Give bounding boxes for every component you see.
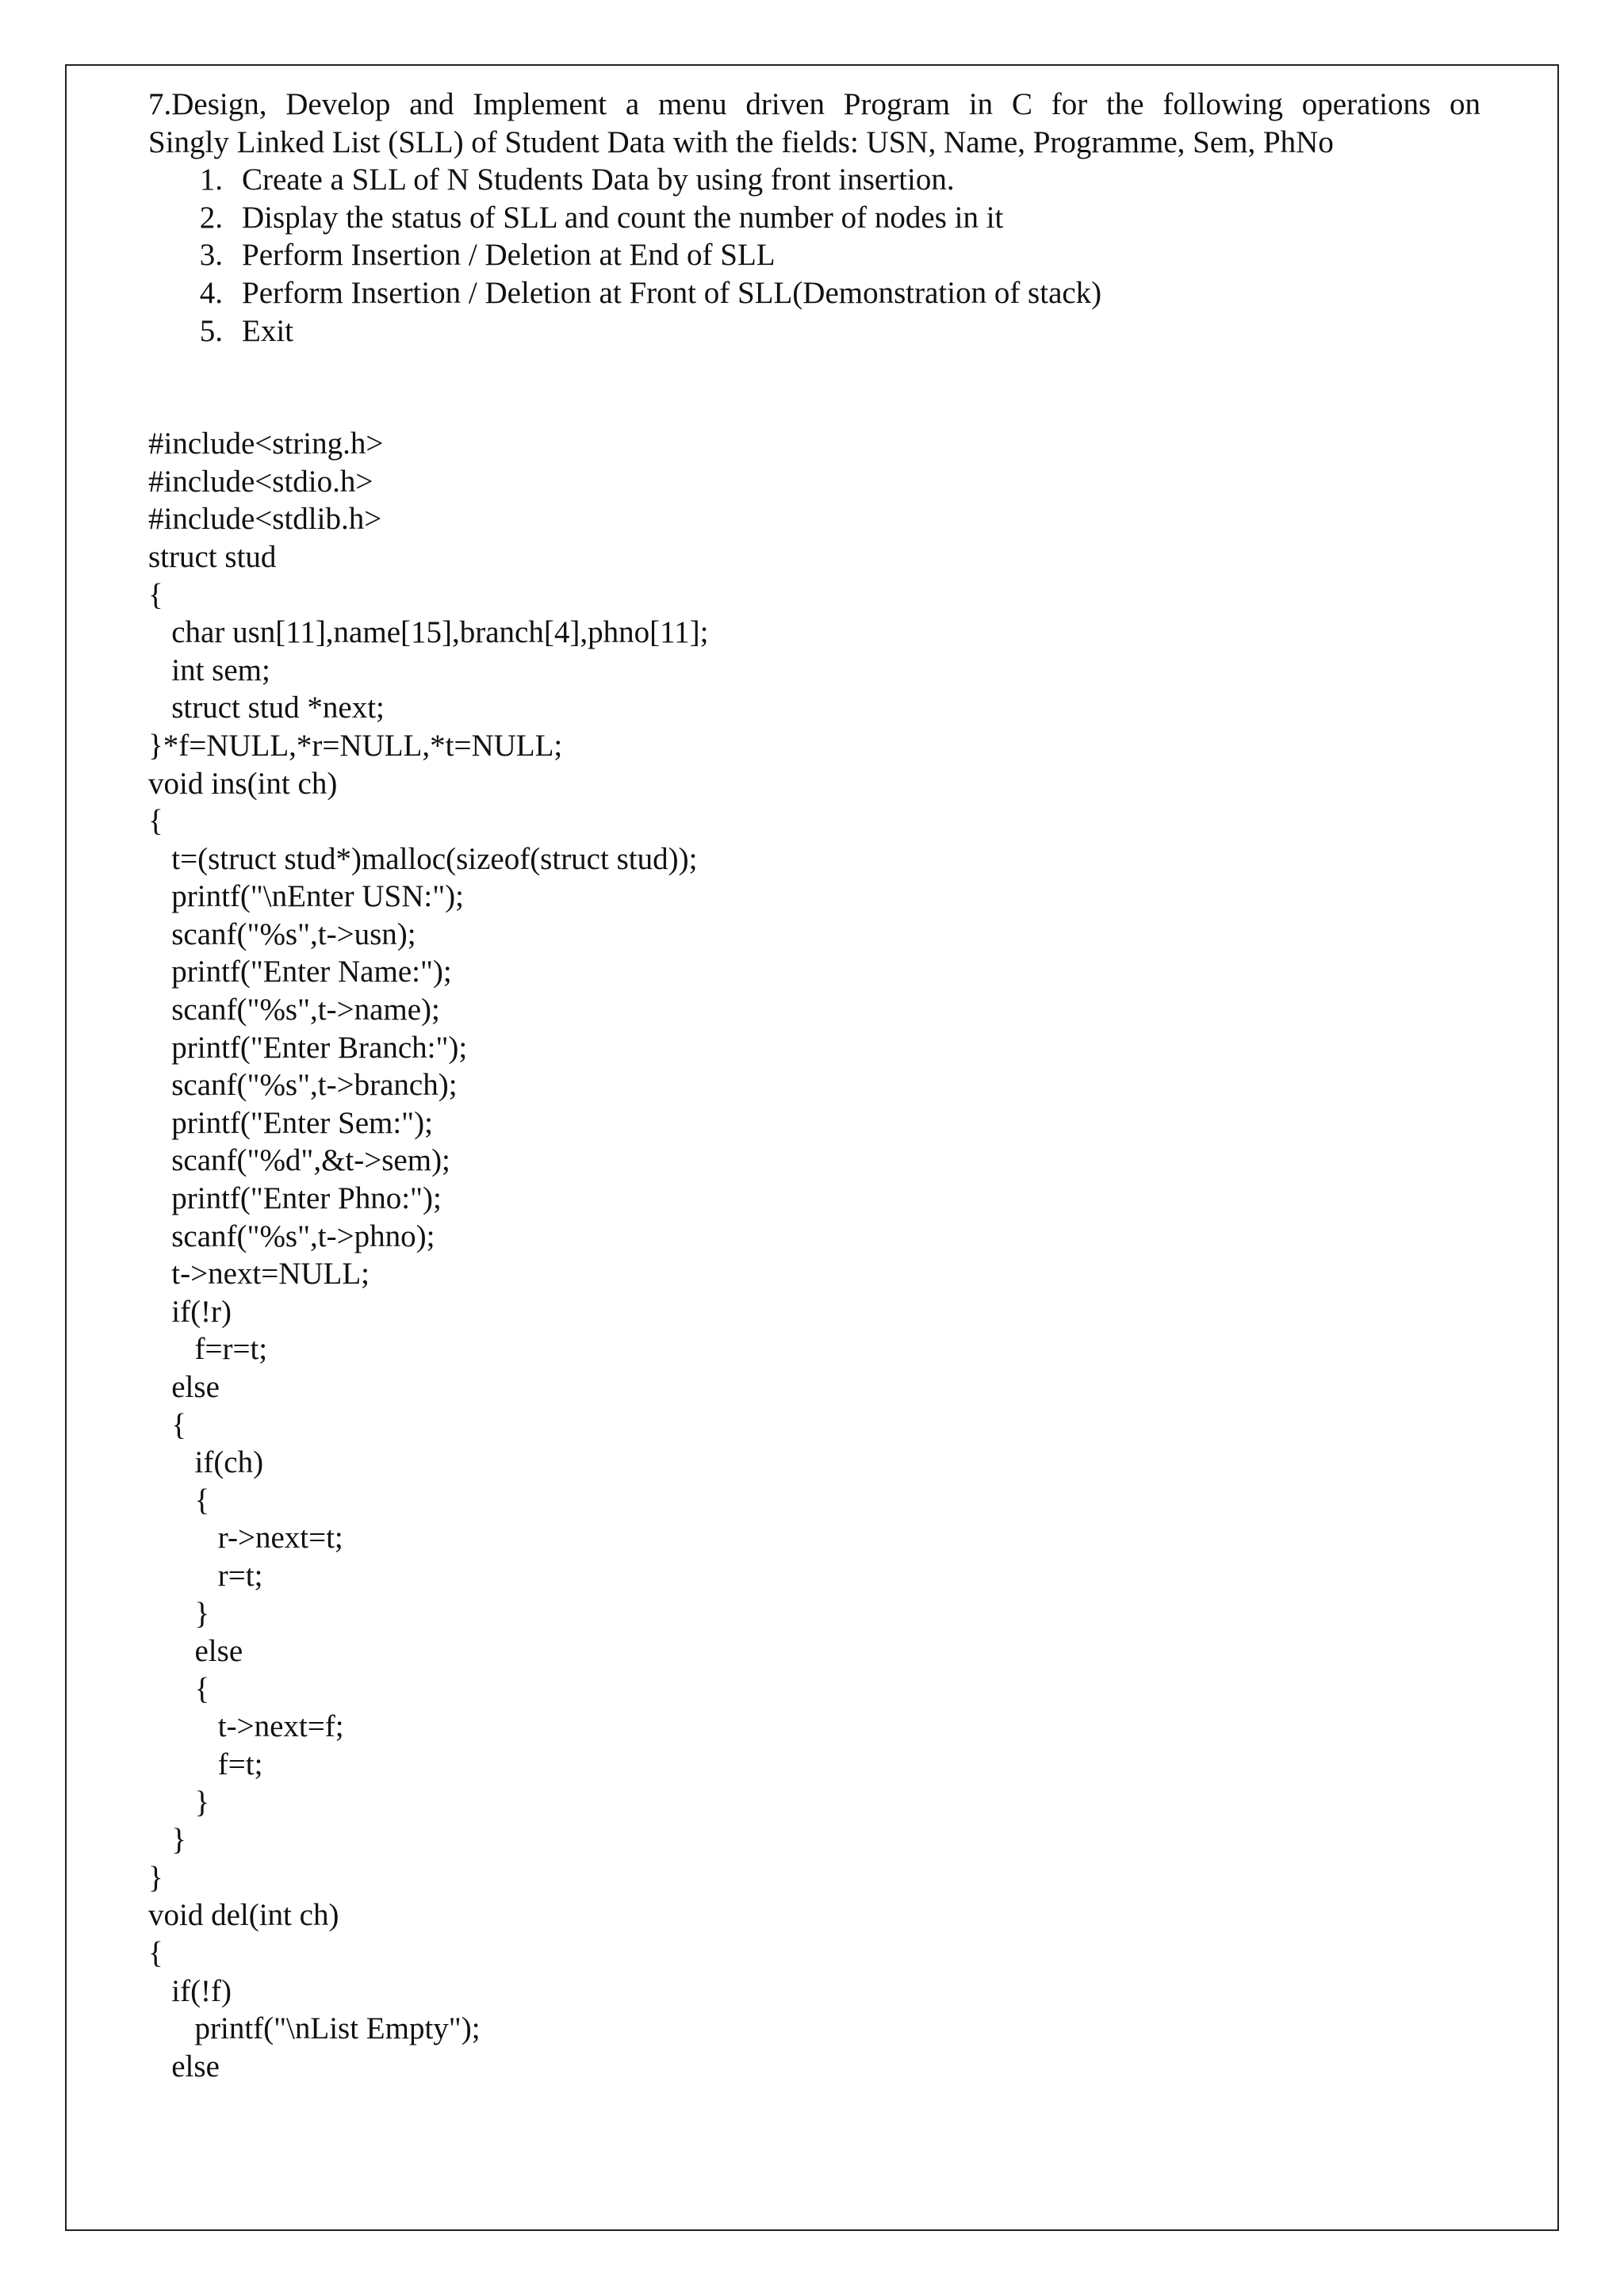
list-item-text: Display the status of SLL and count the number of nodes in it (242, 200, 1004, 235)
code-line: { (148, 577, 163, 612)
list-item (148, 236, 1480, 274)
code-line: } (148, 1823, 186, 1858)
list-item (148, 274, 1480, 312)
operations-list (148, 161, 1480, 350)
question-heading-line-2: Singly Linked List (SLL) of Student Data with the fields: USN, Name, Programme, Sem, PhNo (148, 124, 1334, 159)
code-line: struct stud (148, 539, 277, 574)
code-line: void del(int ch) (148, 1898, 339, 1933)
code-line: scanf("%d",&t->sem); (148, 1143, 450, 1178)
code-line: else (148, 2049, 220, 2084)
code-line: scanf("%s",t->branch); (148, 1068, 458, 1103)
code-line: printf("Enter Branch:"); (148, 1030, 468, 1065)
code-line: t->next=f; (148, 1709, 344, 1744)
list-item (148, 312, 1480, 350)
code-line: printf("\nList Empty"); (148, 2011, 481, 2046)
code-listing (148, 425, 1480, 2085)
code-line: #include<stdio.h> (148, 464, 373, 499)
code-line: } (148, 1596, 210, 1631)
code-line: else (148, 1634, 243, 1669)
code-line: } (148, 1785, 210, 1820)
code-line: f=r=t; (148, 1332, 268, 1367)
list-item-number: 3. (199, 238, 223, 273)
code-line: if(!f) (148, 1973, 232, 2008)
code-line: #include<stdlib.h> (148, 502, 382, 537)
list-item-text: Perform Insertion / Deletion at Front of SLL(Demonstration of stack) (242, 275, 1102, 310)
list-item (148, 199, 1480, 237)
code-line: if(!r) (148, 1294, 232, 1329)
code-line: struct stud *next; (148, 691, 385, 725)
code-line: { (148, 1671, 210, 1706)
list-item-number: 2. (199, 200, 223, 235)
code-line: printf("Enter Name:"); (148, 955, 452, 989)
code-line: } (148, 1860, 163, 1895)
code-line: r=t; (148, 1558, 263, 1593)
question-heading-line-1: 7.Design, Develop and Implement a menu driven Program in C for the following operations on (148, 87, 1480, 121)
code-line: #include<string.h> (148, 427, 384, 461)
list-item (148, 161, 1480, 199)
code-line: scanf("%s",t->name); (148, 993, 440, 1027)
code-line: t->next=NULL; (148, 1257, 370, 1292)
code-line: void ins(int ch) (148, 766, 338, 801)
code-line: { (148, 1935, 163, 1970)
code-line: f=t; (148, 1747, 263, 1781)
code-line: printf("Enter Sem:"); (148, 1105, 433, 1140)
code-line: }*f=NULL,*r=NULL,*t=NULL; (148, 728, 563, 763)
list-item-text: Perform Insertion / Deletion at End of SLL (242, 238, 776, 273)
list-item-number: 4. (199, 275, 223, 310)
code-line: r->next=t; (148, 1521, 343, 1556)
list-item-text: Exit (242, 313, 293, 348)
document-content (148, 86, 1480, 2085)
code-line: if(ch) (148, 1445, 264, 1480)
code-line: else (148, 1370, 220, 1404)
spacer (148, 350, 1480, 425)
code-line: scanf("%s",t->phno); (148, 1219, 435, 1253)
code-line: int sem; (148, 652, 270, 687)
code-line: char usn[11],name[15],branch[4],phno[11]; (148, 615, 709, 650)
code-line: printf("Enter Phno:"); (148, 1181, 442, 1216)
code-line: t=(struct stud*)malloc(sizeof(struct stud)); (148, 841, 698, 876)
list-item-text: Create a SLL of N Students Data by using front insertion. (242, 163, 955, 197)
code-line: { (148, 1407, 186, 1442)
list-item-number: 1. (199, 163, 223, 197)
list-item-number: 5. (199, 313, 223, 348)
code-line: { (148, 1483, 210, 1517)
code-line: scanf("%s",t->usn); (148, 916, 416, 951)
code-line: { (148, 804, 163, 839)
code-line: printf("\nEnter USN:"); (148, 879, 464, 914)
